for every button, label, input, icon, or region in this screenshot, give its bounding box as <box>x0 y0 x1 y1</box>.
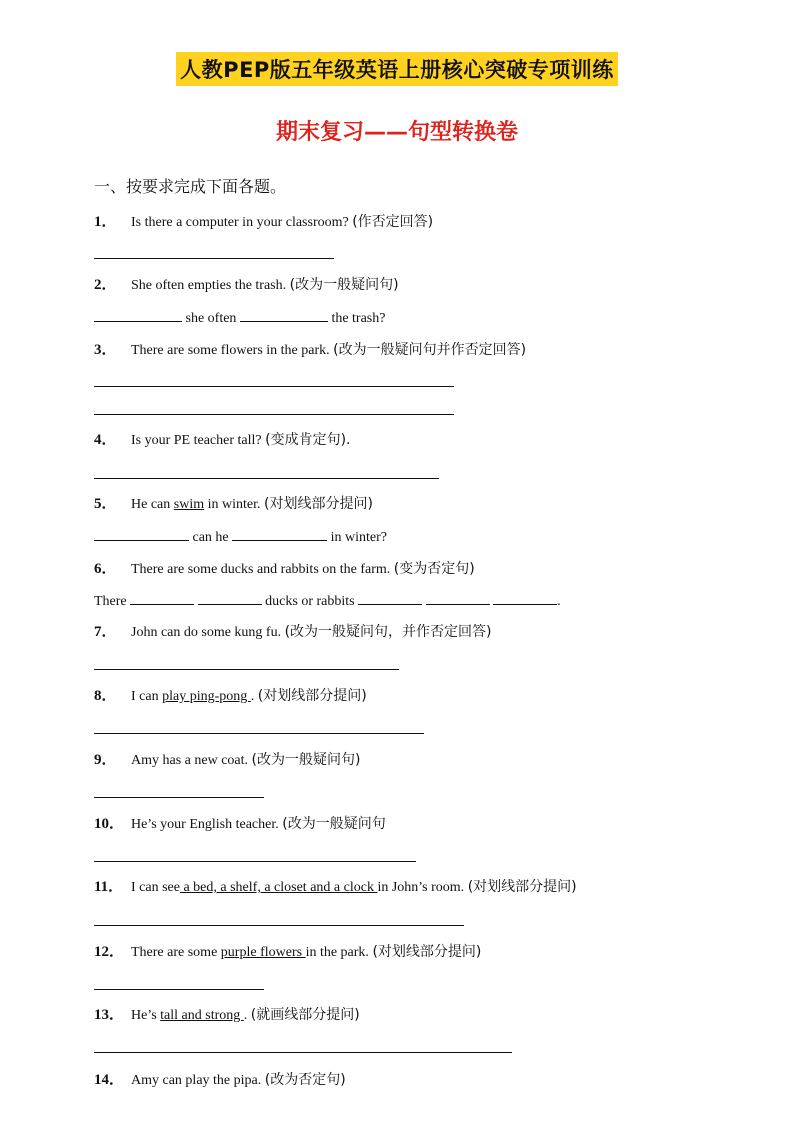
answer-line[interactable] <box>94 989 264 990</box>
section-heading: 一、按要求完成下面各题。 <box>94 177 287 196</box>
question-text-post: in the park. <box>305 945 369 960</box>
fill-text: can he <box>192 530 229 545</box>
question-5 <box>94 492 373 513</box>
question-number: 7． <box>94 624 117 640</box>
question-instruction: (改为一般疑问句 <box>282 816 386 832</box>
question-text-post: in winter. <box>204 497 261 512</box>
question-text: Amy can play the pipa. <box>131 1073 262 1088</box>
answer-blank[interactable] <box>130 590 194 605</box>
question-instruction: (改为一般疑问句，并作否定回答) <box>284 624 492 640</box>
fill-text: ducks or rabbits <box>265 594 355 609</box>
answer-blank[interactable] <box>198 590 262 605</box>
question-text-pre: I can see <box>131 880 180 895</box>
question-text: There are some flowers in the park. <box>131 343 330 358</box>
question-number: 2． <box>94 277 117 293</box>
fill-in-2 <box>94 307 385 327</box>
question-text: He’s your English teacher. <box>131 817 279 832</box>
answer-line[interactable] <box>94 669 399 670</box>
answer-line[interactable] <box>94 478 439 479</box>
question-number: 6． <box>94 561 117 577</box>
question-instruction: (对划线部分提问) <box>467 879 577 895</box>
answer-blank[interactable] <box>94 526 189 541</box>
question-8 <box>94 684 367 705</box>
question-text-pre: I can <box>131 689 163 704</box>
question-text-pre: There are some <box>131 945 221 960</box>
underlined-text: swim <box>173 497 205 512</box>
question-text-post: in John’s room. <box>377 880 465 895</box>
underlined-text: tall and strong <box>160 1008 244 1023</box>
answer-line[interactable] <box>94 258 334 259</box>
question-number: 1． <box>94 214 117 230</box>
answer-line[interactable] <box>94 414 454 415</box>
question-4 <box>94 428 351 449</box>
question-text: John can do some kung fu. <box>131 625 282 640</box>
question-instruction: (对划线部分提问) <box>257 688 367 704</box>
title-wrap <box>0 52 794 86</box>
question-1 <box>94 210 433 231</box>
answer-blank[interactable] <box>493 590 557 605</box>
question-2 <box>94 273 399 294</box>
question-instruction: (改为一般疑问句并作否定回答) <box>333 342 527 358</box>
question-text: She often empties the trash. <box>131 278 287 293</box>
question-number: 13． <box>94 1007 125 1023</box>
question-text: Is there a computer in your classroom? <box>131 215 349 230</box>
question-instruction: (对划线部分提问) <box>264 496 373 512</box>
question-9 <box>94 748 360 769</box>
underlined-text: play ping-pong <box>162 689 251 704</box>
question-text-post: . <box>250 689 255 704</box>
question-number: 8． <box>94 688 117 704</box>
answer-blank[interactable] <box>358 590 422 605</box>
fill-text: There <box>94 594 127 609</box>
question-6 <box>94 557 475 578</box>
question-12 <box>94 940 481 961</box>
fill-in-6 <box>94 590 561 610</box>
question-number: 4． <box>94 432 117 448</box>
underlined-text: a bed, a shelf, a closet and a clock <box>179 880 378 895</box>
question-3 <box>94 338 526 359</box>
question-number: 12． <box>94 944 125 960</box>
question-number: 14． <box>94 1072 125 1088</box>
question-text: There are some ducks and rabbits on the farm. <box>131 562 391 577</box>
question-text-pre: He’s <box>131 1008 161 1023</box>
answer-line[interactable] <box>94 925 464 926</box>
question-instruction: (改为一般疑问句) <box>251 752 361 768</box>
answer-blank[interactable] <box>232 526 327 541</box>
answer-blank[interactable] <box>240 307 328 322</box>
question-text-pre: He can <box>131 497 174 512</box>
question-7 <box>94 620 492 641</box>
question-text: Is your PE teacher tall? <box>131 433 262 448</box>
question-13 <box>94 1003 360 1024</box>
fill-text: the trash? <box>331 311 386 326</box>
question-instruction: (对划线部分提问) <box>372 944 482 960</box>
question-text-post: . <box>243 1008 248 1023</box>
question-number: 10． <box>94 816 125 832</box>
document-subtitle: 期末复习——句型转换卷 <box>275 120 518 145</box>
underlined-text: purple flowers <box>220 945 306 960</box>
question-instruction: (变为否定句) <box>393 561 475 577</box>
question-instruction: (变成肯定句). <box>265 432 351 448</box>
answer-line[interactable] <box>94 386 454 387</box>
fill-text: in winter? <box>330 530 388 545</box>
answer-blank[interactable] <box>94 307 182 322</box>
question-instruction: (作否定回答) <box>352 214 434 230</box>
question-number: 11． <box>94 879 124 895</box>
question-14 <box>94 1068 346 1089</box>
fill-in-5 <box>94 526 387 546</box>
question-instruction: (就画线部分提问) <box>250 1007 360 1023</box>
answer-blank[interactable] <box>426 590 490 605</box>
answer-line[interactable] <box>94 1052 512 1053</box>
fill-text: she often <box>185 311 237 326</box>
answer-line[interactable] <box>94 733 424 734</box>
question-10 <box>94 812 386 833</box>
question-number: 5． <box>94 496 117 512</box>
question-number: 9． <box>94 752 117 768</box>
question-text: Amy has a new coat. <box>131 753 249 768</box>
answer-line[interactable] <box>94 797 264 798</box>
question-instruction: (改为否定句) <box>264 1072 346 1088</box>
question-number: 3． <box>94 342 117 358</box>
answer-line[interactable] <box>94 861 416 862</box>
fill-text: . <box>557 594 561 609</box>
question-instruction: (改为一般疑问句) <box>289 277 399 293</box>
document-title: 人教PEP版五年级英语上册核心突破专项训练 <box>176 52 618 86</box>
question-11 <box>94 875 577 896</box>
